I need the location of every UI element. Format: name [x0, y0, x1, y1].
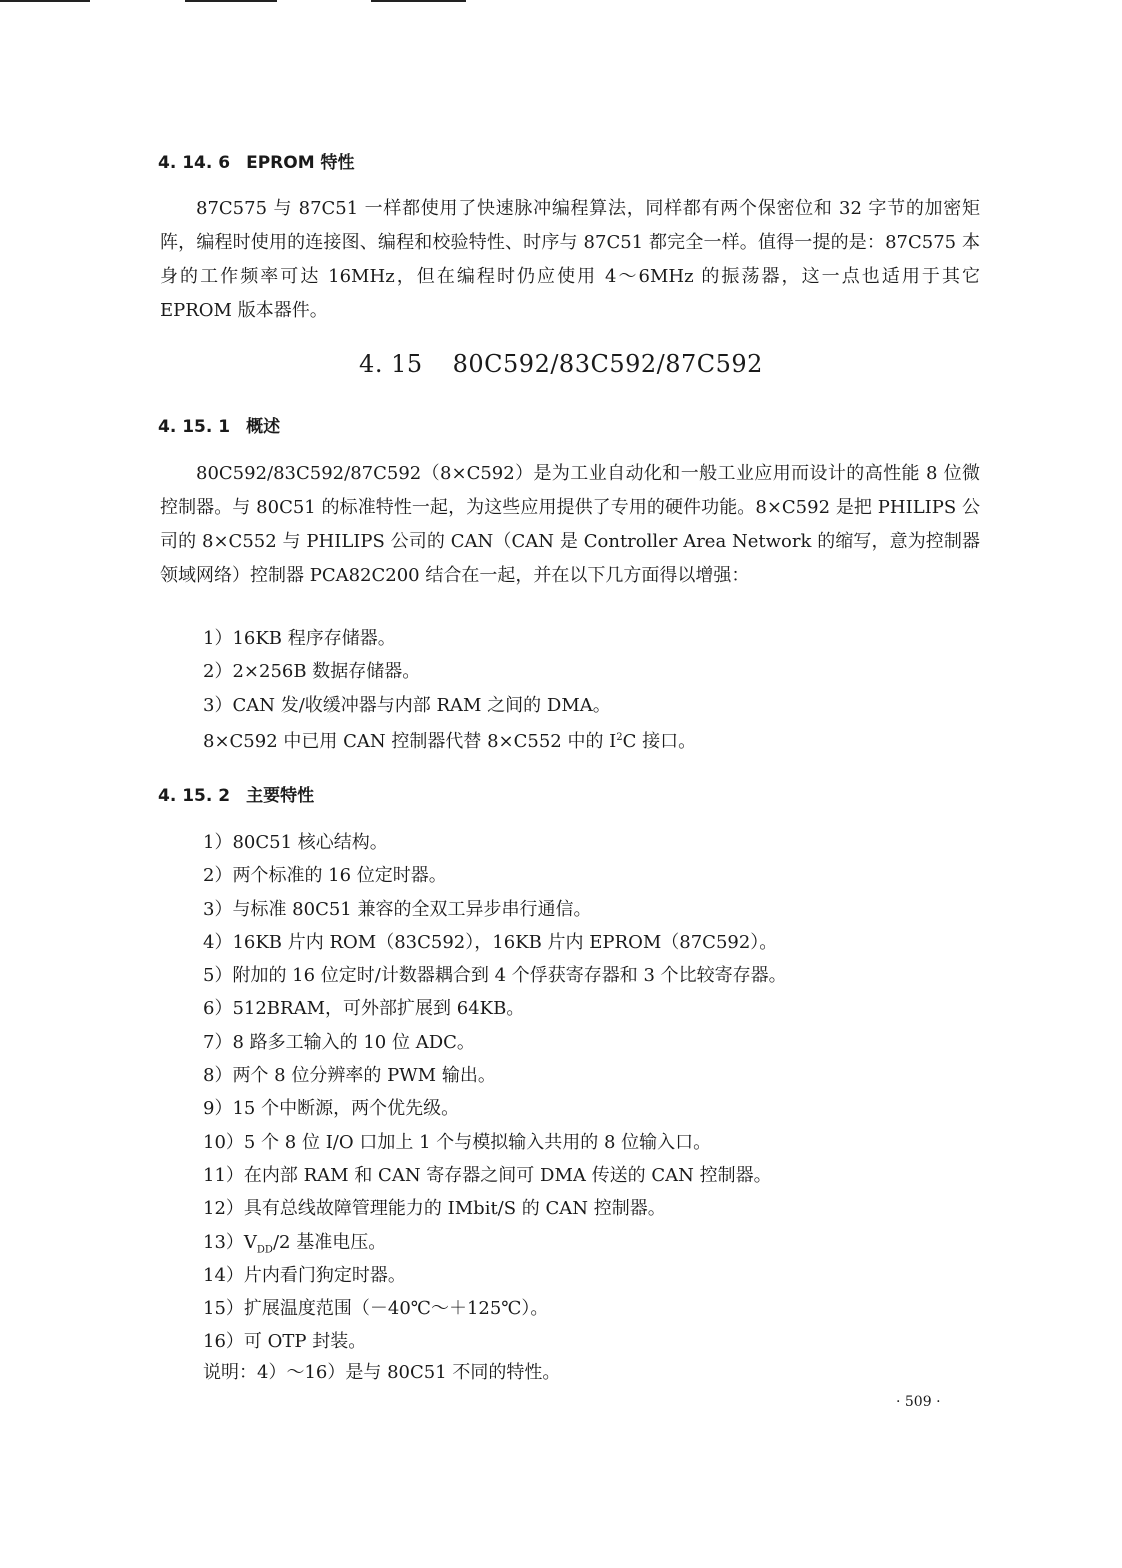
scan-artifact-line	[371, 0, 466, 2]
list-item: 1）16KB 程序存储器。	[203, 628, 396, 649]
list-item: 10）5 个 8 位 I/O 口加上 1 个与模拟输入共用的 8 位输入口。	[203, 1131, 712, 1153]
features-list	[203, 826, 787, 1359]
item-subscript: DD	[256, 1244, 273, 1256]
list-item: 16）可 OTP 封装。	[203, 1331, 367, 1353]
heading-4-15-1	[158, 412, 280, 437]
list-item: 3）CAN 发/收缓冲器与内部 RAM 之间的 DMA。	[203, 694, 611, 716]
heading-4-14-6	[158, 148, 355, 173]
list-item: 3）与标准 80C51 兼容的全双工异步串行通信。	[203, 898, 592, 920]
item-text: 13）V	[203, 1231, 257, 1253]
heading-number: 4. 15. 1	[158, 417, 231, 437]
list-item: 15）扩展温度范围（－40℃～＋125℃）。	[203, 1298, 549, 1320]
note-text: C 接口。	[622, 731, 697, 752]
note-superscript: 2	[616, 732, 623, 743]
list-item: 9）15 个中断源，两个优先级。	[203, 1098, 460, 1120]
heading-4-15	[0, 350, 1122, 378]
heading-title: 主要特性	[246, 786, 315, 806]
list-item: 5）附加的 16 位定时/计数器耦合到 4 个俘获寄存器和 3 个比较寄存器。	[203, 965, 787, 987]
list-item: 6）512BRAM，可外部扩展到 64KB。	[203, 998, 525, 1020]
paragraph-eprom: 87C575 与 87C51 一样都使用了快速脉冲编程算法，同样都有两个保密位和 32 字节的加密矩阵，编程时使用的连接图、编程和校验特性、时序与 87C51 都完全一样。值得一提的是：87C575 本身的工作频率可达 16MHz，但在编程时仍应使用 4～6MHz 的振荡器，这一点也适用于其它 EPROM 版本器件。	[160, 198, 980, 321]
heading-title: 80C592/83C592/87C592	[452, 350, 763, 378]
list-item: 4）16KB 片内 ROM（83C592），16KB 片内 EPROM（87C592）。	[203, 931, 778, 953]
list-item: 1）80C51 核心结构。	[203, 832, 388, 853]
list-item: 7）8 路多工输入的 10 位 ADC。	[203, 1031, 475, 1053]
heading-title: 概述	[246, 417, 281, 437]
list-item: 2）两个标准的 16 位定时器。	[203, 865, 447, 887]
paragraph-overview: 80C592/83C592/87C592（8×C592）是为工业自动化和一般工业应用而设计的高性能 8 位微控制器。与 80C51 的标准特性一起，为这些应用提供了专用的硬件功能。8×C592 是把 PHILIPS 公司的 8×C552 与 PHILIPS 公司的 CAN（CAN 是 Controller Area Network 的缩写，意为控制器领域网络）控制器 PCA82C200 结合在一起，并在以下几方面得以增强：	[160, 463, 980, 586]
list-item	[203, 1226, 787, 1259]
scan-artifact-line	[185, 0, 277, 2]
features-note: 说明：4）～16）是与 80C51 不同的特性。	[203, 1362, 561, 1383]
page-number: · 509 ·	[896, 1394, 941, 1410]
heading-number: 4. 14. 6	[158, 153, 231, 173]
enhancement-list	[203, 622, 611, 722]
heading-title: EPROM 特性	[246, 153, 355, 173]
list-item: 14）片内看门狗定时器。	[203, 1264, 406, 1286]
list-item: 8）两个 8 位分辨率的 PWM 输出。	[203, 1065, 496, 1087]
heading-4-15-2	[158, 781, 314, 806]
list-item: 2）2×256B 数据存储器。	[203, 661, 421, 683]
list-item: 11）在内部 RAM 和 CAN 寄存器之间可 DMA 传送的 CAN 控制器。	[203, 1164, 772, 1186]
i2c-note	[203, 727, 696, 753]
note-text: 8×C592 中已用 CAN 控制器代替 8×C552 中的 I	[203, 731, 617, 752]
item-text: /2 基准电压。	[272, 1231, 387, 1253]
heading-number: 4. 15. 2	[158, 786, 231, 806]
scan-artifact-line	[0, 0, 90, 2]
list-item: 12）具有总线故障管理能力的 IMbit/S 的 CAN 控制器。	[203, 1198, 666, 1220]
heading-number: 4. 15	[359, 350, 423, 378]
